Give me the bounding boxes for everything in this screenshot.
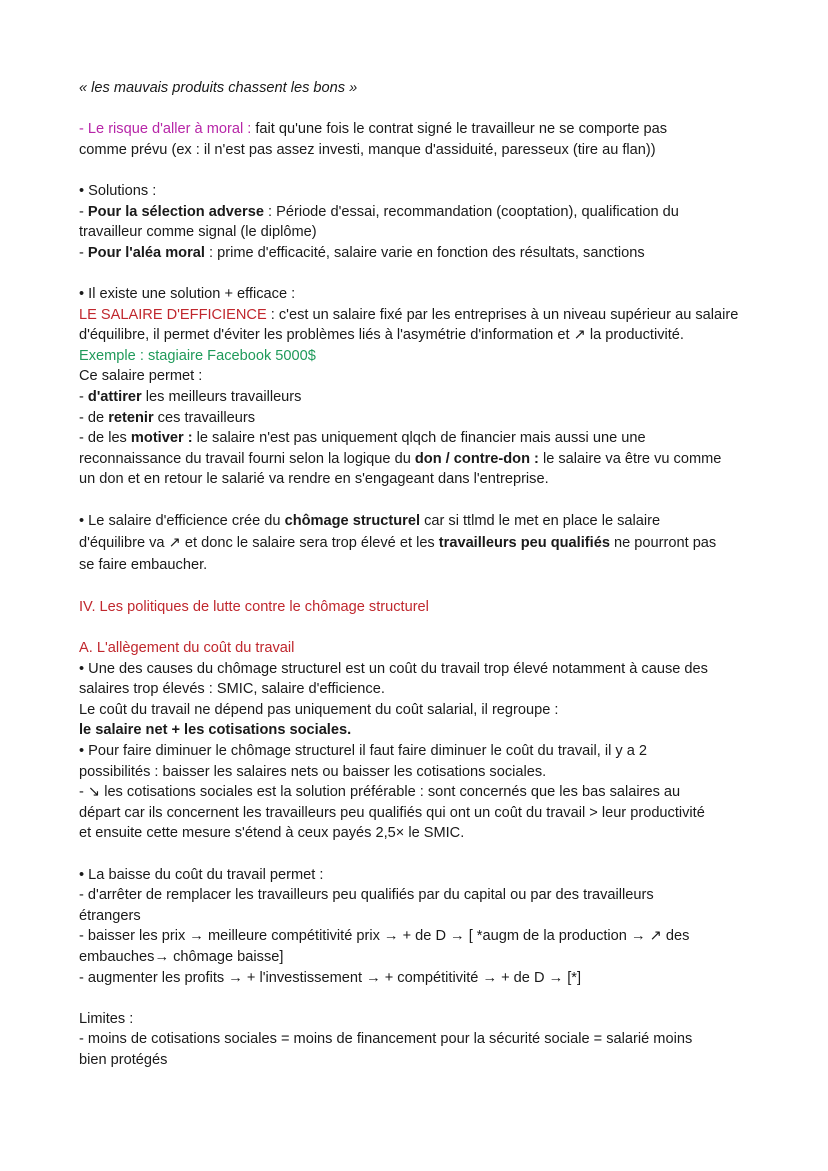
text-line — [79, 387, 759, 408]
blank-line — [79, 160, 759, 181]
limits-heading: Limites : — [79, 1010, 134, 1027]
text-line: bien protégés — [79, 1051, 168, 1068]
subsection-heading-a: A. L'allègement du coût du travail — [79, 640, 295, 657]
text-line — [79, 428, 759, 449]
bold-run: don / contre-don : — [414, 450, 539, 467]
document-body — [79, 78, 759, 1071]
blank-line — [79, 490, 759, 512]
blank-line — [79, 617, 759, 638]
text-line: - baisser les prix → meilleure compétitivité prix → + de D → [ *augm de la production → ↗ des — [79, 928, 690, 945]
text-line — [79, 243, 759, 264]
text-line: étrangers — [79, 907, 141, 924]
text-run: le salaire n'est pas uniquement qlqch de financier mais aussi une une — [192, 430, 646, 447]
bold-run: d'attirer — [87, 388, 142, 405]
text-line: et ensuite cette mesure s'étend à ceux payés 2,5× le SMIC. — [79, 825, 465, 842]
text-run: ne pourront pas — [609, 535, 717, 552]
text-run: reconnaissance du travail fourni selon la logique du — [79, 450, 415, 467]
text-run: car si ttlmd le met en place le salaire — [420, 513, 661, 530]
text-line — [79, 720, 759, 741]
text-run: • Le salaire d'efficience crée du — [79, 513, 285, 530]
text-line: comme prévu (ex : il n'est pas assez investi, manque d'assiduité, paresseux (tire au flan)) — [79, 141, 656, 158]
text-line: départ car ils concernent les travailleurs peu qualifiés qui ont un coût du travail > leur productivité — [79, 804, 705, 821]
bold-run: Pour l'aléa moral — [87, 244, 205, 261]
bold-run: Pour la sélection adverse — [87, 203, 264, 220]
text-line: - ↘ les cotisations sociales est la solution préférable : sont concernés que les bas salaires au — [79, 784, 681, 801]
section-heading-iv: IV. Les politiques de lutte contre le chômage structurel — [79, 598, 429, 615]
quote-line: « les mauvais produits chassent les bons » — [79, 80, 358, 96]
text-line: - d'arrêter de remplacer les travailleurs peu qualifiés par du capital ou par des travailleurs — [79, 887, 654, 904]
text-run: - — [79, 203, 88, 220]
text-run: - — [79, 244, 88, 261]
moral-hazard-heading-line — [79, 119, 759, 140]
text-line — [79, 533, 759, 555]
text-run: les meilleurs travailleurs — [141, 388, 302, 405]
text-run: fait qu'une fois le contrat signé le travailleur ne se comporte pas — [255, 121, 668, 138]
text-line: d'équilibre, il permet d'éviter les problèmes liés à l'asymétrie d'information et ↗ la productivité. — [79, 327, 684, 344]
text-run: - de les — [79, 430, 131, 447]
efficiency-wage-label: LE SALAIRE D'EFFICIENCE — [79, 306, 267, 323]
text-line — [79, 305, 759, 326]
text-line: Le coût du travail ne dépend pas uniquement du coût salarial, il regroupe : — [79, 701, 559, 718]
blank-line — [79, 844, 759, 865]
bold-run: le salaire net + les cotisations sociales. — [79, 722, 352, 739]
text-run: le salaire va être vu comme — [538, 450, 722, 467]
text-run: ces travailleurs — [153, 409, 256, 426]
text-line: se faire embaucher. — [79, 556, 208, 573]
text-run: : prime d'efficacité, salaire varie en fonction des résultats, sanctions — [204, 244, 645, 261]
text-line: embauches→ chômage baisse] — [79, 948, 284, 965]
text-line: Ce salaire permet : — [79, 368, 203, 385]
text-run: d'équilibre va ↗ et donc le salaire sera trop élevé et les — [79, 535, 439, 552]
blank-line — [79, 576, 759, 597]
text-line — [79, 202, 759, 223]
blank-line — [79, 99, 759, 120]
bold-run: travailleurs peu qualifiés — [438, 535, 610, 552]
bold-run: retenir — [108, 409, 154, 426]
blank-line — [79, 263, 759, 284]
text-line: un don et en retour le salarié va rendre en s'engageant dans l'entreprise. — [79, 471, 549, 488]
text-run: - de — [79, 409, 109, 426]
text-line: • La baisse du coût du travail permet : — [79, 866, 324, 883]
text-line — [79, 449, 759, 470]
text-line: • Pour faire diminuer le chômage structurel il faut faire diminuer le coût du travail, il y a 2 — [79, 743, 648, 759]
text-run: : c'est un salaire fixé par les entreprises à un niveau supérieur au salaire — [266, 306, 739, 323]
moral-hazard-label: - Le risque d'aller à moral : — [79, 121, 256, 138]
text-line: salaires trop élevés : SMIC, salaire d'efficience. — [79, 681, 385, 698]
bold-run: motiver : — [130, 430, 193, 447]
text-line — [79, 408, 759, 429]
text-line: - augmenter les profits → + l'investissement → + compétitivité → + de D → [*] — [79, 969, 582, 986]
text-line: travailleur comme signal (le diplôme) — [79, 224, 317, 241]
blank-line — [79, 988, 759, 1009]
text-line: possibilités : baisser les salaires nets ou baisser les cotisations sociales. — [79, 763, 547, 780]
text-line: • Il existe une solution + efficace : — [79, 285, 296, 302]
text-line: • Une des causes du chômage structurel est un coût du travail trop élevé notamment à cause des — [79, 660, 708, 677]
solutions-heading: • Solutions : — [79, 182, 157, 199]
bold-run: chômage structurel — [284, 513, 421, 530]
example-line: Exemple : stagiaire Facebook 5000$ — [79, 347, 316, 364]
text-run: - — [79, 388, 88, 405]
text-run: : Période d'essai, recommandation (cooptation), qualification du — [263, 203, 679, 220]
text-line: - moins de cotisations sociales = moins de financement pour la sécurité sociale = salarié moins — [79, 1031, 693, 1048]
text-line — [79, 511, 759, 533]
